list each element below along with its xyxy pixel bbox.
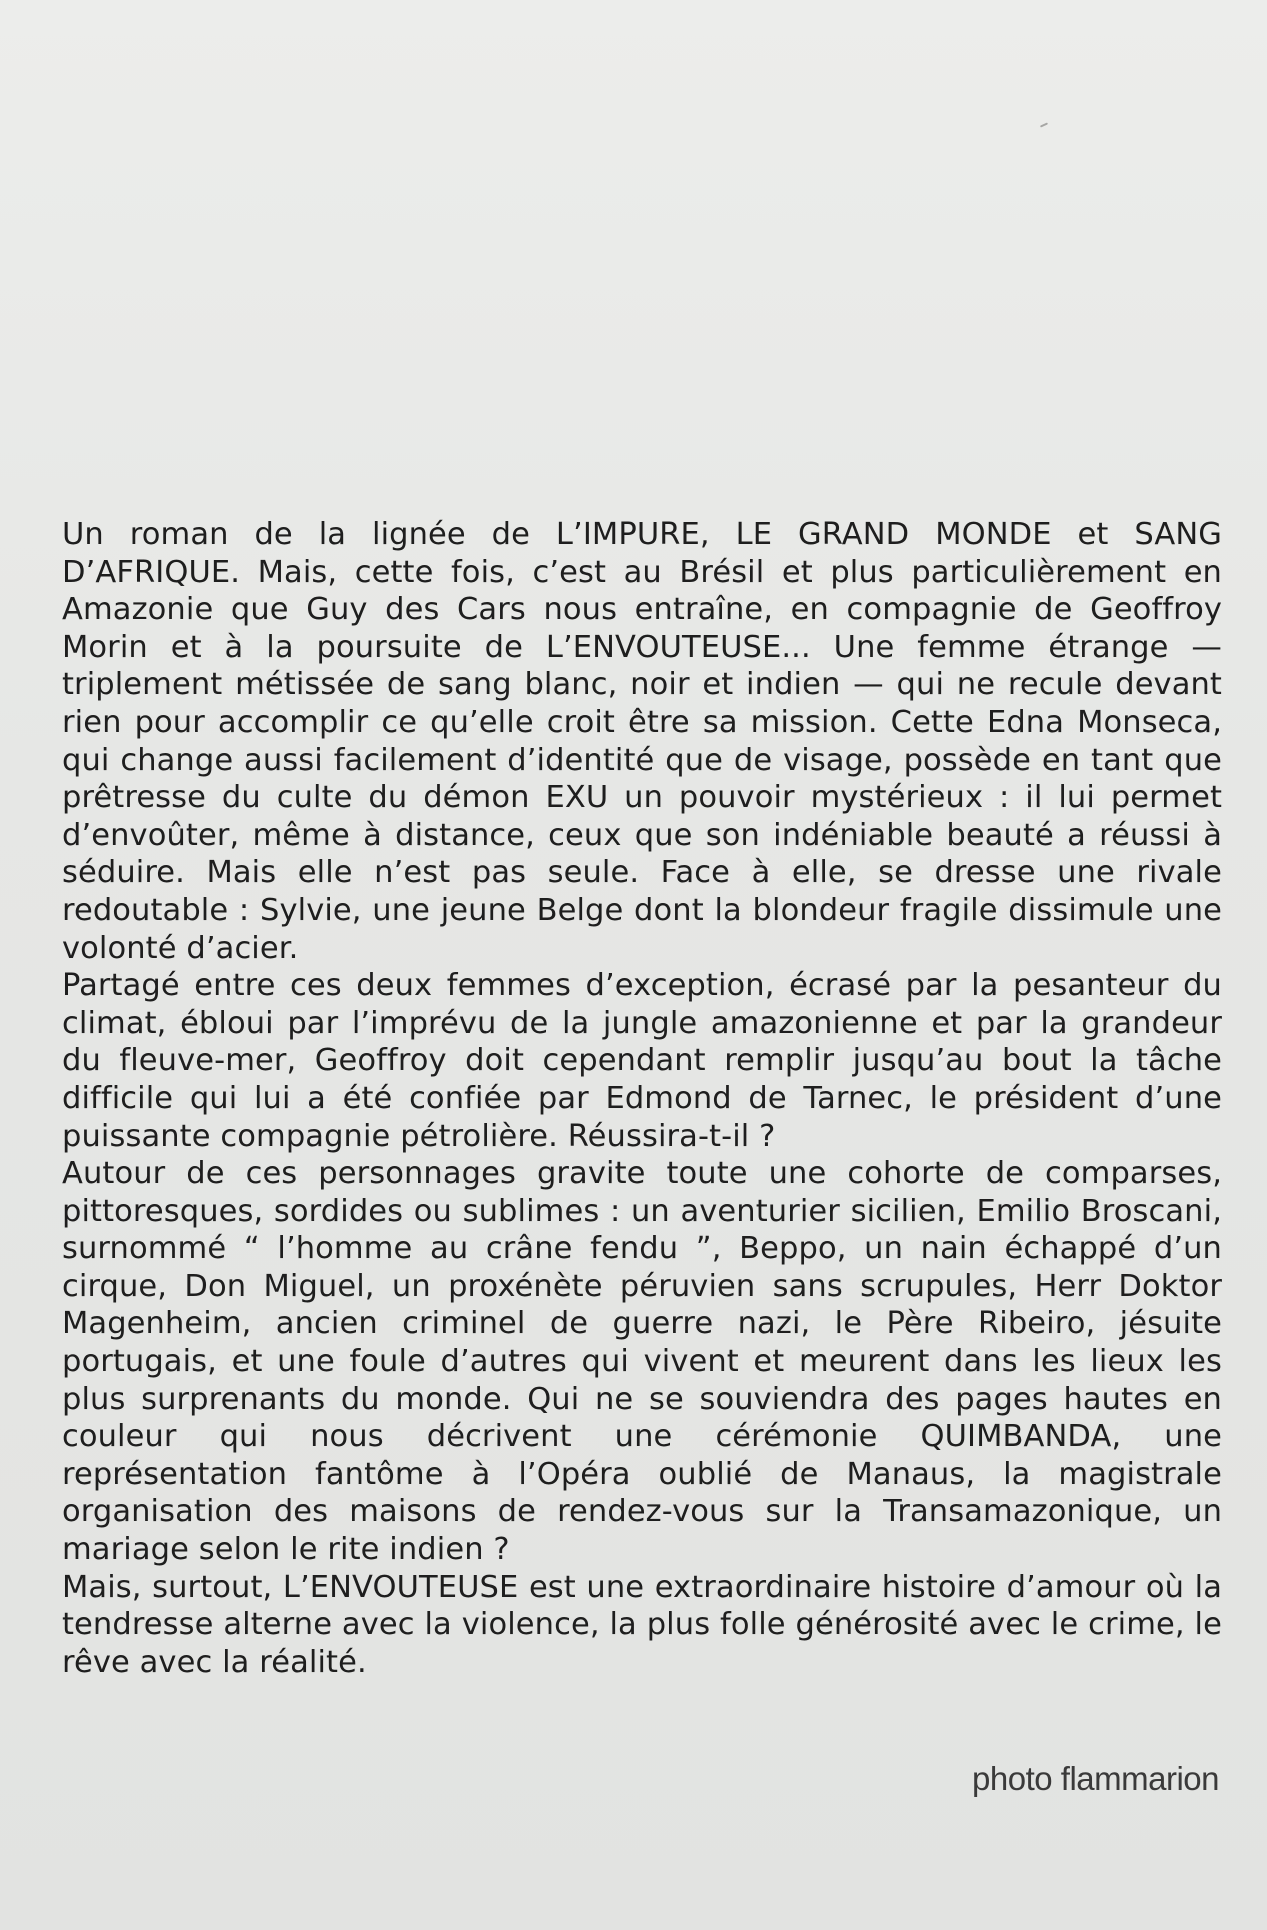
paper-speck [1040, 122, 1048, 127]
photo-credit: photo flammarion [972, 1760, 1219, 1797]
blurb-paragraph-2: Partagé entre ces deux femmes d’exception, écrasé par la pesanteur du climat, ébloui par l’imprévu de la jungle amazonienne et par la grandeur du fleuve-mer, Geoffroy doit cependant remplir jusqu’au bout la tâche difficile qui lui a été confiée par Edmond de Tarnec, le président d’une puissante compagnie pétrolière. Réussira-t-il ? [62, 968, 1222, 1154]
blurb-text [62, 516, 1222, 1681]
blurb-paragraph-3: Autour de ces personnages gravite toute une cohorte de comparses, pittoresques, sordides ou sublimes : un aventurier sicilien, Emilio Broscani, surnommé “ l’homme au crâne fendu ”, Beppo, un nain échappé d’un cirque, Don Miguel, un proxénète péruvien sans scrupules, Herr Doktor Magenheim, ancien criminel de guerre nazi, le Père Ribeiro, jésuite portugais, et une foule d’autres qui vivent et meurent dans les lieux les plus surprenants du monde. Qui ne se souviendra des pages hautes en couleur qui nous décrivent une cérémonie QUIMBANDA, une représentation fantôme à l’Opéra oublié de Manaus, la magistrale organisation des maisons de rendez-vous sur la Transamazonique, un mariage selon le rite indien ? [62, 1156, 1222, 1568]
blurb-paragraph-1: Un roman de la lignée de L’IMPURE, LE GRAND MONDE et SANG D’AFRIQUE. Mais, cette fois, c’est au Brésil et plus particulièrement en Amazonie que Guy des Cars nous entraîne, en compagnie de Geoffroy Morin et à la poursuite de L’ENVOUTEUSE... Une femme étrange — triplement métissée de sang blanc, noir et indien — qui ne recule devant rien pour accomplir ce qu’elle croit être sa mission. Cette Edna Monseca, qui change aussi facilement d’identité que de visage, possède en tant que prêtresse du culte du démon EXU un pouvoir mystérieux : il lui permet d’envoûter, même à distance, ceux que son indéniable beauté a réussi à séduire. Mais elle n’est pas seule. Face à elle, se dresse une rivale redoutable : Sylvie, une jeune Belge dont la blondeur fragile dissimule une volonté d’acier. [62, 517, 1222, 966]
blurb-paragraph-4: Mais, surtout, L’ENVOUTEUSE est une extraordinaire histoire d’amour où la tendresse alterne avec la violence, la plus folle générosité avec le crime, le rêve avec la réalité. [62, 1569, 1222, 1680]
